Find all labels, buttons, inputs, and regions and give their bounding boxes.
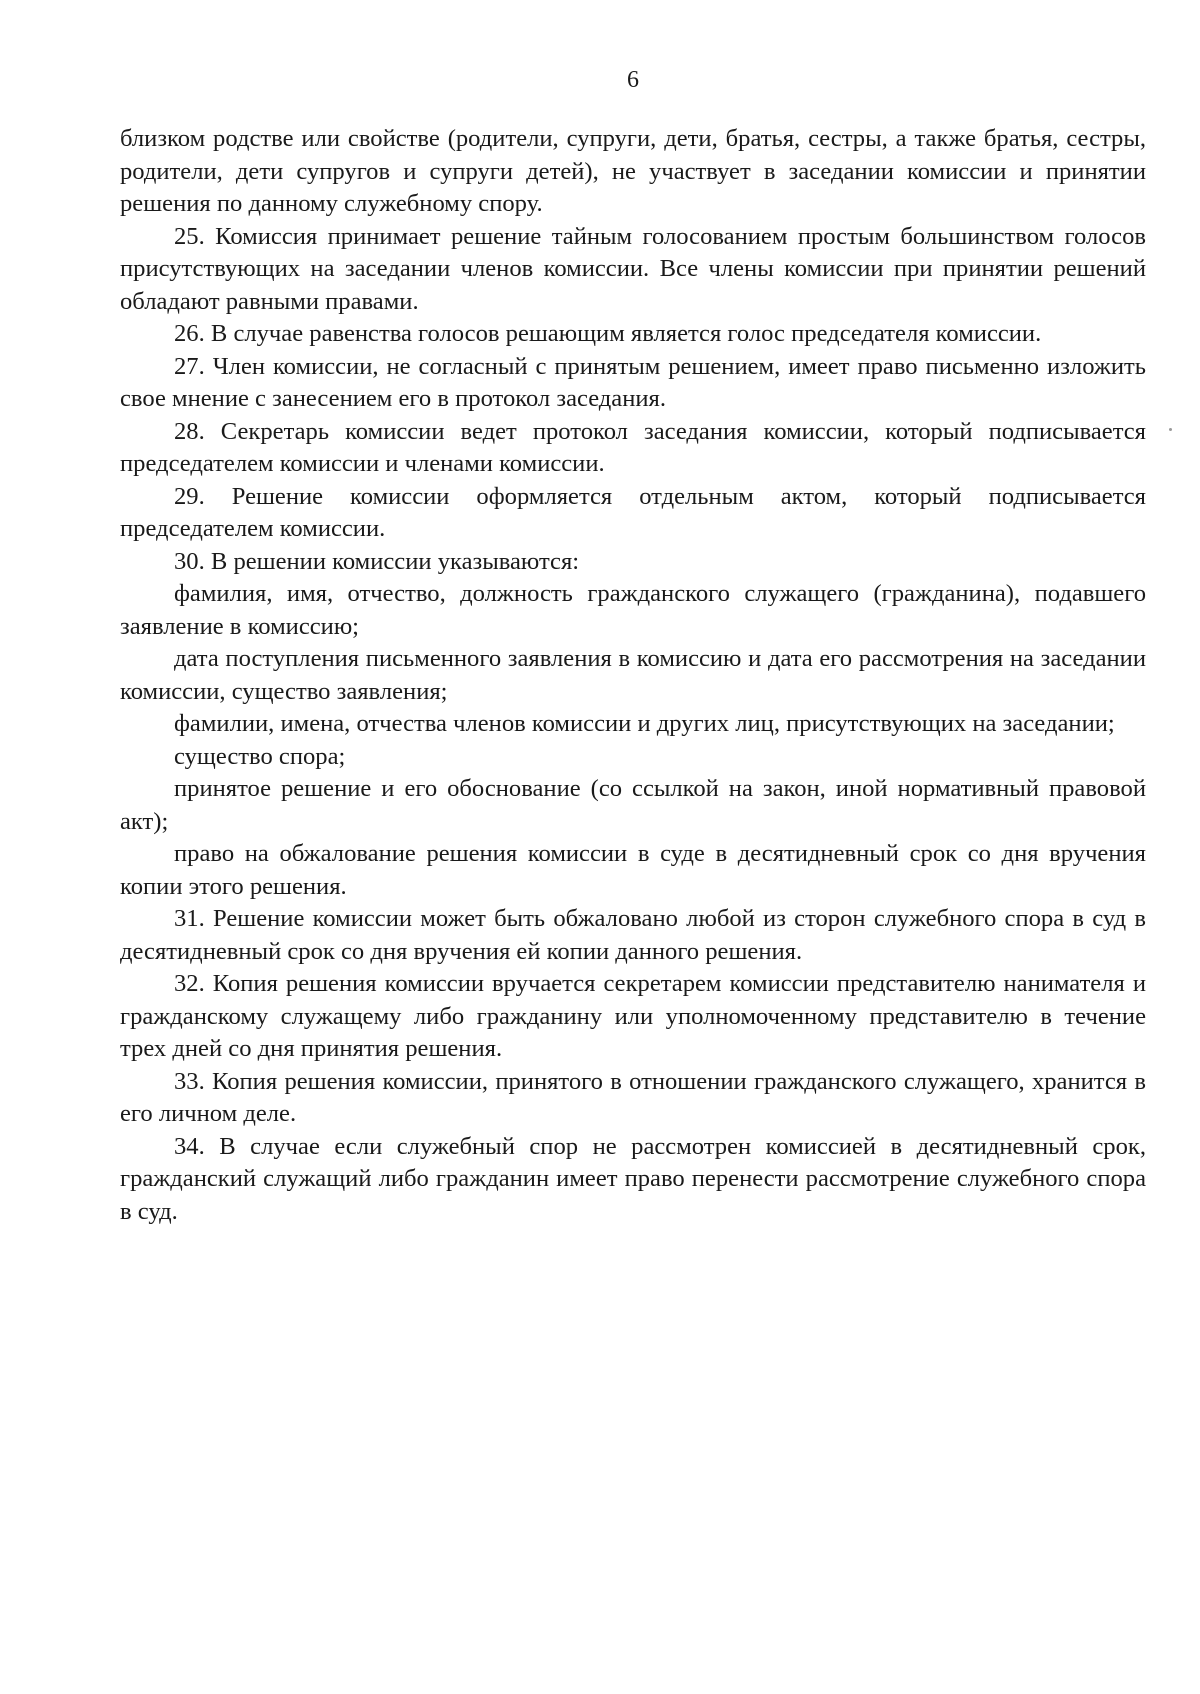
paragraph: 34. В случае если служебный спор не рассмотрен комиссией в десятидневный срок, гражданский служащий либо гражданин имеет право перенести рассмотрение служебного спора в суд. [120, 1132, 1146, 1225]
paragraph: принятое решение и его обоснование (со ссылкой на закон, иной нормативный правовой акт); [120, 775, 1146, 835]
paragraph: существо спора; [174, 742, 346, 770]
paragraph: дата поступления письменного заявления в комиссию и дата его рассмотрения на заседании комиссии, существо заявления; [120, 645, 1146, 705]
paragraph: право на обжалование решения комиссии в суде в десятидневный срок со дня вручения копии этого решения. [120, 840, 1146, 900]
paragraph: 25. Комиссия принимает решение тайным голосованием простым большинством голосов присутствующих на заседании членов комиссии. Все члены комиссии при принятии решений обладают равными правами. [120, 222, 1146, 315]
paragraph: 29. Решение комиссии оформляется отдельным актом, который подписывается председателем комиссии. [120, 482, 1146, 542]
paragraph: 31. Решение комиссии может быть обжаловано любой из сторон служебного спора в суд в десятидневный срок со дня вручения ей копии данного решения. [120, 905, 1146, 965]
paragraph: близком родстве или свойстве (родители, супруги, дети, братья, сестры, а также братья, сестры, родители, дети супругов и супруги детей), не участвует в заседании комиссии и принятии решения по данному служебному спору. [120, 125, 1146, 217]
paragraph: фамилия, имя, отчество, должность гражданского служащего (гражданина), подавшего заявление в комиссию; [120, 580, 1146, 640]
margin-mark [1169, 428, 1172, 431]
paragraph: 26. В случае равенства голосов решающим является голос председателя комиссии. [174, 320, 1042, 347]
paragraph: 33. Копия решения комиссии, принятого в отношении гражданского служащего, хранится в его личном деле. [120, 1067, 1146, 1127]
document-body [120, 123, 1146, 1228]
paragraph: 27. Член комиссии, не согласный с принятым решением, имеет право письменно изложить свое мнение с занесением его в протокол заседания. [120, 352, 1146, 412]
page-number: 6 [627, 67, 639, 93]
paragraph: 32. Копия решения комиссии вручается секретарем комиссии представителю нанимателя и гражданскому служащему либо гражданину или уполномоченному представителю в течение трех дней со дня принятия решения. [120, 970, 1146, 1062]
paragraph: 30. В решении комиссии указываются: [174, 547, 580, 575]
paragraph: фамилии, имена, отчества членов комиссии и других лиц, присутствующих на заседании; [174, 710, 1115, 737]
paragraph: 28. Секретарь комиссии ведет протокол заседания комиссии, который подписывается председателем комиссии и членами комиссии. [120, 417, 1146, 477]
